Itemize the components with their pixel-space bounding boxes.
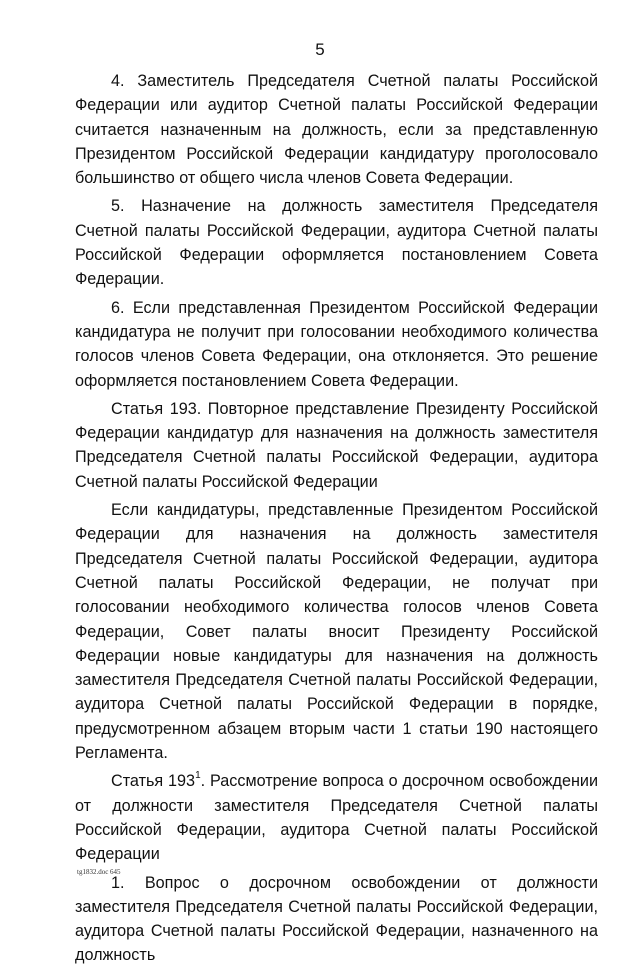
paragraph-item-4: 4. Заместитель Председателя Счетной палаты Российской Федерации или аудитор Счетной палаты Российской Федерации считается назначенным на должность, если за представленную Президентом Российской Федерации кандидатуру проголосовало большинство от общего числа членов Совета Федерации. [75, 72, 598, 188]
article-193-body: Если кандидатуры, представленные Президентом Российской Федерации для назначения на должность заместителя Председателя Счетной палаты Российской Федерации, аудитора Счетной палаты Российской Федерации, не получат при голосовании необходимого количества голосов членов Совета Федерации, Совет палаты вносит Президенту Российской Федерации новые кандидатуры для назначения на должность заместителя Председателя Счетной палаты Российской Федерации, аудитора Счетной палаты Российской Федерации в порядке, предусмотренном абзацем вторым части 1 статьи 190 настоящего Регламента. [75, 501, 598, 763]
paragraph-item-6: 6. Если представленная Президентом Российской Федерации кандидатура не получит при голосовании необходимого количества голосов членов Совета Федерации, она отклоняется. Это решение оформляется постановлением Совета Федерации. [75, 298, 598, 390]
article-193-1-prefix: Статья 193 [111, 772, 196, 791]
article-193-heading: Статья 193. Повторное представление Президенту Российской Федерации кандидатур для назначения на должность заместителя Председателя Счетной палаты Российской Федерации, аудитора Счетной палаты Российской Федерации [75, 399, 598, 491]
article-193-1-title: . Рассмотрение вопроса о досрочном освобождении от должности заместителя Председателя Счетной палаты Российской Федерации, аудитора Счетной палаты Российской Федерации [75, 772, 598, 864]
article-193-1-item-1: 1. Вопрос о досрочном освобождении от должности заместителя Председателя Счетной палаты Российской Федерации, аудитора Счетной палаты Российской Федерации, назначенного на должность [75, 873, 598, 965]
paragraph-item-5: 5. Назначение на должность заместителя Председателя Счетной палаты Российской Федерации, аудитора Счетной палаты Российской Федерации оформляется постановлением Совета Федерации. [75, 197, 598, 289]
article-193-1-heading [75, 769, 598, 866]
document-body [75, 69, 598, 972]
document-footer: tg1832.doc 645 [77, 868, 121, 876]
page-number: 5 [315, 40, 325, 59]
article-193-1-superscript: 1 [195, 769, 201, 781]
